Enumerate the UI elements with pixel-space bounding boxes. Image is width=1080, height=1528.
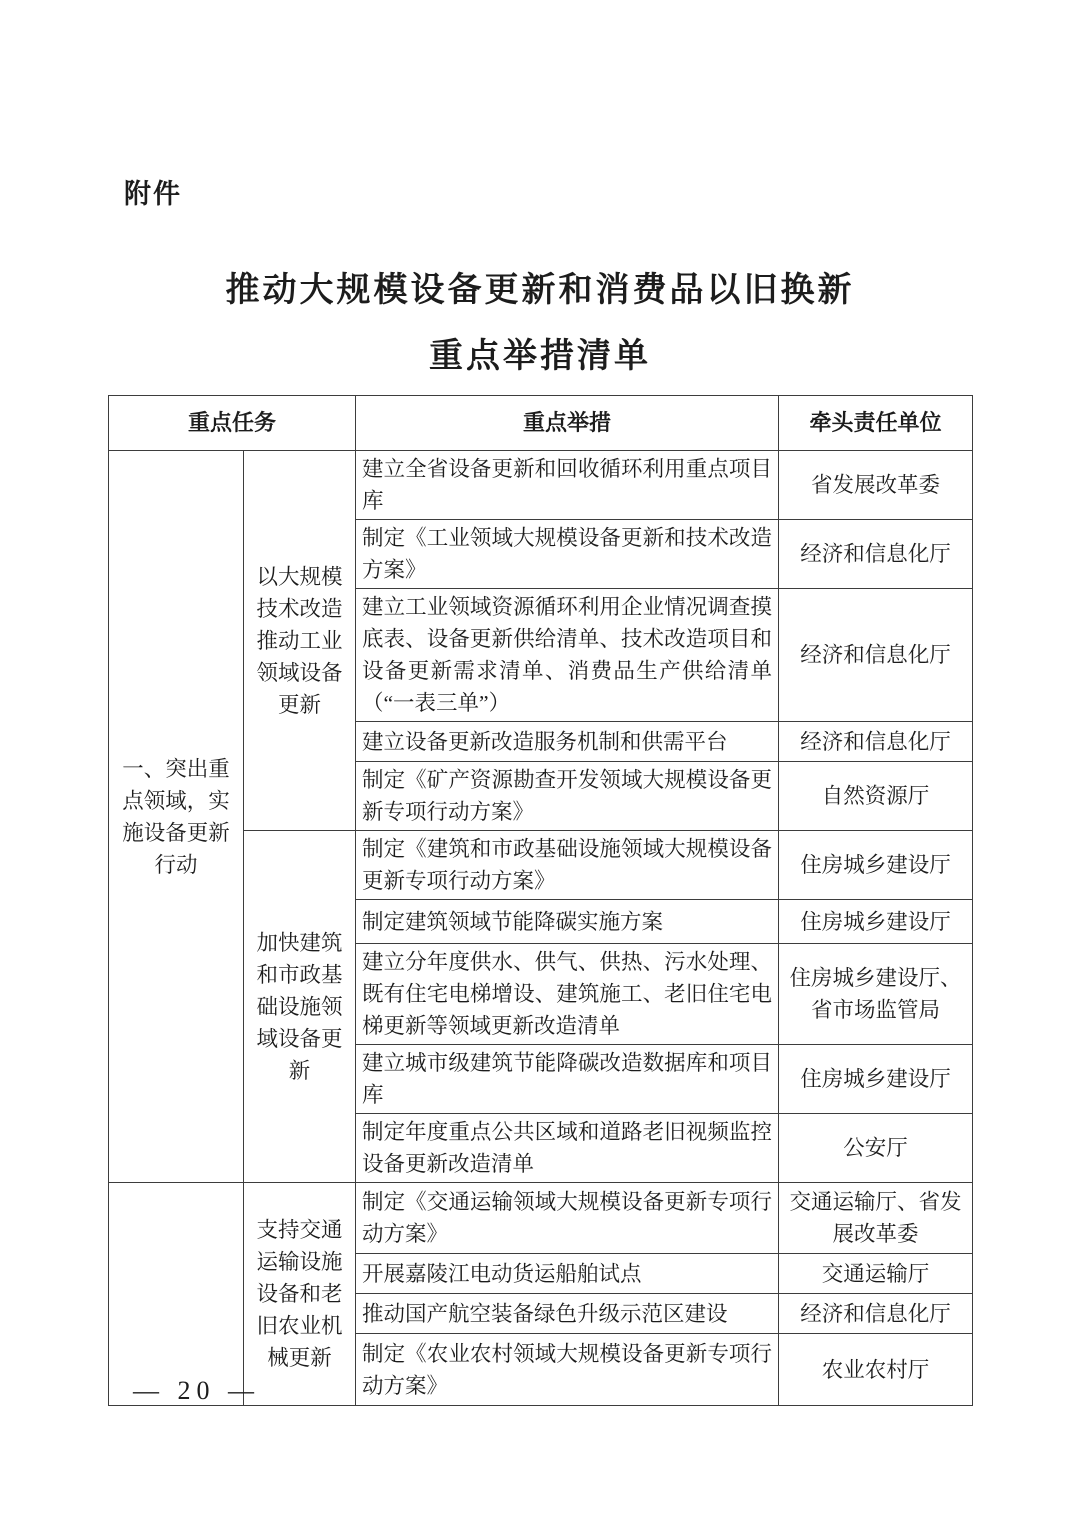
- unit-cell: 交通运输厅、省发展改革委: [779, 1183, 973, 1254]
- subgroup-cell: 加快建筑和市政基础设施领域设备更新: [244, 831, 356, 1183]
- document-title-line1: 推动大规模设备更新和消费品以旧换新: [225, 272, 855, 309]
- unit-cell: 省发展改革委: [779, 451, 973, 520]
- measure-cell: 制定《农业农村领域大规模设备更新专项行动方案》: [356, 1334, 779, 1406]
- col-header-measure: 重点举措: [356, 396, 779, 451]
- measure-cell: 建立全省设备更新和回收循环利用重点项目库: [356, 451, 779, 520]
- unit-cell: 自然资源厅: [779, 762, 973, 831]
- subgroup-cell: 以大规模技术改造推动工业领域设备更新: [244, 451, 356, 831]
- table-row: [109, 451, 973, 520]
- subgroup-cell: 支持交通运输设施设备和老旧农业机械更新: [244, 1183, 356, 1406]
- unit-cell: 经济和信息化厅: [779, 722, 973, 762]
- measure-cell: 推动国产航空装备绿色升级示范区建设: [356, 1294, 779, 1334]
- measure-cell: 建立分年度供水、供气、供热、污水处理、既有住宅电梯增设、建筑施工、老旧住宅电梯更新等领域更新改造清单: [356, 944, 779, 1045]
- measure-cell: 制定《矿产资源勘查开发领域大规模设备更新专项行动方案》: [356, 762, 779, 831]
- col-header-unit: 牵头责任单位: [779, 396, 973, 451]
- unit-cell: 经济和信息化厅: [779, 520, 973, 589]
- unit-cell: 经济和信息化厅: [779, 589, 973, 722]
- measures-table: [108, 395, 973, 1406]
- document-title-line2: 重点举措清单: [429, 338, 651, 375]
- measure-cell: 制定建筑领域节能降碳实施方案: [356, 900, 779, 944]
- task-group-cell: 一、突出重点领域，实施设备更新行动: [109, 451, 244, 1183]
- measure-cell: 建立设备更新改造服务机制和供需平台: [356, 722, 779, 762]
- measure-cell: 制定《建筑和市政基础设施领域大规模设备更新专项行动方案》: [356, 831, 779, 900]
- unit-cell: 住房城乡建设厅、省市场监管局: [779, 944, 973, 1045]
- measure-cell: 制定《交通运输领域大规模设备更新专项行动方案》: [356, 1183, 779, 1254]
- unit-cell: 住房城乡建设厅: [779, 1045, 973, 1114]
- measure-cell: 开展嘉陵江电动货运船舶试点: [356, 1254, 779, 1294]
- unit-cell: 交通运输厅: [779, 1254, 973, 1294]
- measure-cell: 制定年度重点公共区域和道路老旧视频监控设备更新改造清单: [356, 1114, 779, 1183]
- unit-cell: 农业农村厅: [779, 1334, 973, 1406]
- table-header-row: [109, 396, 973, 451]
- unit-cell: 公安厅: [779, 1114, 973, 1183]
- task-group-cell-empty: [109, 1183, 244, 1406]
- table-row: [109, 1183, 973, 1254]
- unit-cell: 经济和信息化厅: [779, 1294, 973, 1334]
- measure-cell: 建立工业领域资源循环利用企业情况调查摸底表、设备更新供给清单、技术改造项目和设备更新需求清单、消费品生产供给清单（“一表三单”）: [356, 589, 779, 722]
- measure-cell: 建立城市级建筑节能降碳改造数据库和项目库: [356, 1045, 779, 1114]
- unit-cell: 住房城乡建设厅: [779, 831, 973, 900]
- unit-cell: 住房城乡建设厅: [779, 900, 973, 944]
- attachment-label: 附件: [124, 179, 182, 209]
- measure-cell: 制定《工业领域大规模设备更新和技术改造方案》: [356, 520, 779, 589]
- page-number: — 20 —: [133, 1376, 260, 1405]
- col-header-task: 重点任务: [109, 396, 356, 451]
